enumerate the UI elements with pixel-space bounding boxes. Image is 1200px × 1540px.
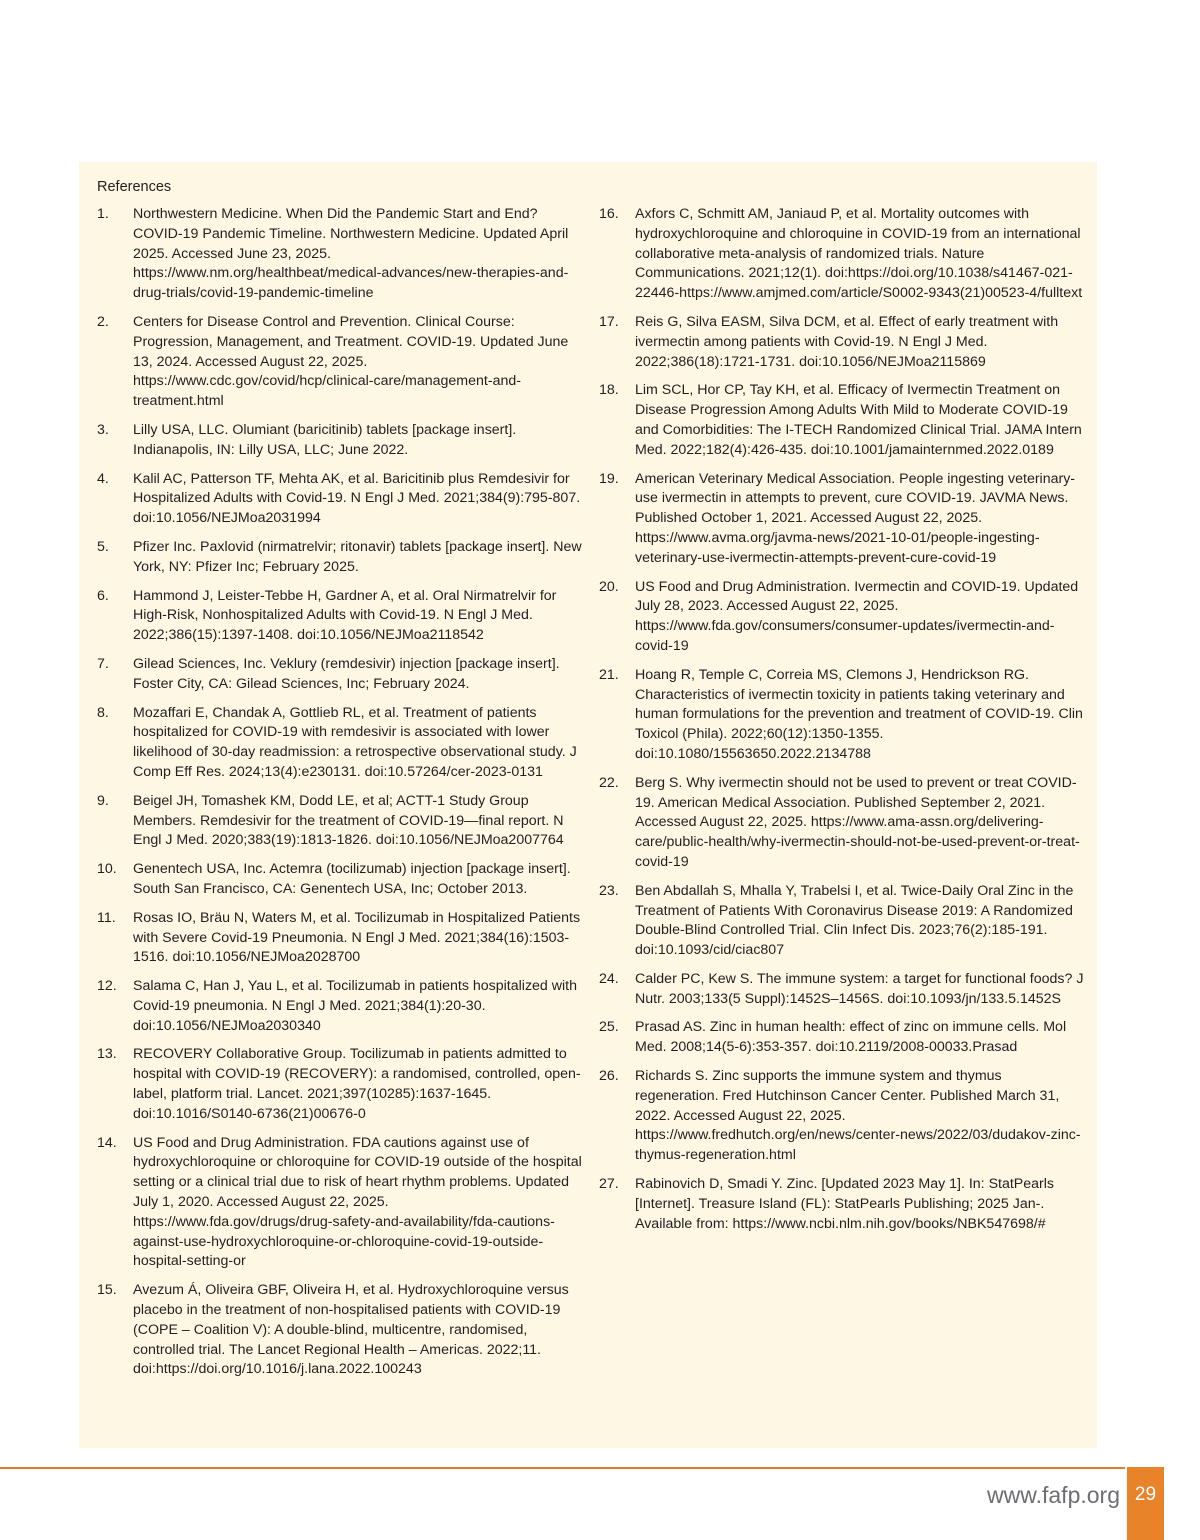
reference-text: American Veterinary Medical Association. People ingesting veterinary-use ivermectin in attempts to prevent, cure COVID-19. JAVMA News. Published October 1, 2021. Accessed August 22, 2025. https://www.avma.org/javma-news/2021-10-01/people-ingesting-veterinary-use-ivermectin-attempts-prevent-cure-covid-19 bbox=[635, 470, 1076, 566]
reference-number: 17. bbox=[599, 313, 619, 330]
reference-text: Centers for Disease Control and Prevention. Clinical Course: Progression, Management, and Treatment. COVID-19. Updated June 13, 2024. Accessed August 22, 2025. https://www.cdc.gov/covid/hcp/clinical-care/management-and-treatment.html bbox=[133, 313, 569, 410]
reference-text: Prasad AS. Zinc in human health: effect of zinc on immune cells. Mol Med. 2008;14(5-6):353-357. doi:10.2119/2008-00033.Prasad bbox=[635, 1019, 1067, 1056]
reference-item bbox=[599, 1175, 1084, 1234]
references-column-right bbox=[599, 205, 1084, 1243]
reference-item bbox=[97, 860, 582, 900]
reference-item bbox=[599, 313, 1084, 372]
reference-number: 3. bbox=[97, 421, 109, 438]
reference-item bbox=[599, 205, 1084, 304]
references-column-left bbox=[97, 205, 582, 1389]
reference-text: Rabinovich D, Smadi Y. Zinc. [Updated 2023 May 1]. In: StatPearls [Internet]. Treasure Island (FL): StatPearls Publishing; 2025 Jan-. Available from: https://www.ncbi.nlm.nih.gov/books/NBK547698/# bbox=[635, 1176, 1055, 1232]
reference-item bbox=[97, 704, 582, 783]
reference-text: Avezum Á, Oliveira GBF, Oliveira H, et al. Hydroxychloroquine versus placebo in the treatment of non-hospitalised patients with COVID-19 (COPE – Coalition V): A double-blind, multicentre, randomised, controlled trial. The Lancet Regional Health – Americas. 2022;11. doi:https://doi.org/10.1016/j.lana.2022.100243 bbox=[133, 1282, 569, 1378]
reference-text: Berg S. Why ivermectin should not be used to prevent or treat COVID-19. American Medical Association. Published September 2, 2021. Accessed August 22, 2025. https://www.ama-assn.org/delivering-care/public-health/why-ivermectin-should-not-be-used-prevent-or-treat-covid-19 bbox=[635, 774, 1080, 870]
reference-text: Genentech USA, Inc. Actemra (tocilizumab) injection [package insert]. South San Francisco, CA: Genentech USA, Inc; October 2013. bbox=[133, 861, 571, 897]
reference-text: Ben Abdallah S, Mhalla Y, Trabelsi I, et al. Twice-Daily Oral Zinc in the Treatment of Patients With Coronavirus Disease 2019: A Randomized Double-Blind Controlled Trial. Clin Infect Dis. 2023;76(2):185-191. doi:10.1093/cid/ciac807 bbox=[635, 882, 1074, 959]
reference-number: 2. bbox=[97, 313, 109, 330]
reference-number: 19. bbox=[599, 470, 619, 487]
reference-text: Salama C, Han J, Yau L, et al. Tocilizumab in patients hospitalized with Covid-19 pneumonia. N Engl J Med. 2021;384(1):20-30. doi:10.1056/NEJMoa2030340 bbox=[133, 978, 577, 1034]
reference-number: 24. bbox=[599, 970, 619, 987]
reference-text: Mozaffari E, Chandak A, Gottlieb RL, et al. Treatment of patients hospitalized for COVID-19 with remdesivir is associated with lower likelihood of 30-day readmission: a retrospective observational study. J Comp Eff Res. 2024;13(4):e230131. doi:10.57264/cer-2023-0131 bbox=[133, 704, 577, 780]
reference-number: 10. bbox=[97, 861, 117, 878]
reference-item bbox=[599, 666, 1084, 765]
reference-item bbox=[97, 538, 582, 578]
reference-item bbox=[97, 587, 582, 646]
reference-number: 21. bbox=[599, 666, 619, 683]
reference-text: Hammond J, Leister-Tebbe H, Gardner A, et al. Oral Nirmatrelvir for High-Risk, Nonhospitalized Adults with Covid-19. N Engl J Med. 2022;386(15):1397-1408. doi:10.1056/NEJMoa2118542 bbox=[133, 587, 557, 644]
reference-item bbox=[599, 381, 1084, 460]
reference-text: Lilly USA, LLC. Olumiant (baricitinib) tablets [package insert]. Indianapolis, IN: Lilly USA, LLC; June 2022. bbox=[133, 421, 517, 458]
reference-item bbox=[599, 774, 1084, 873]
reference-item bbox=[97, 1134, 582, 1273]
reference-number: 23. bbox=[599, 882, 619, 899]
reference-item bbox=[97, 655, 582, 695]
reference-item bbox=[97, 792, 582, 851]
reference-item bbox=[599, 578, 1084, 657]
reference-text: Beigel JH, Tomashek KM, Dodd LE, et al; ACTT-1 Study Group Members. Remdesivir for the treatment of COVID-19—final report. N Engl J Med. 2020;383(19):1813-1826. doi:10.1056/NEJMoa2007764 bbox=[133, 792, 564, 849]
reference-number: 9. bbox=[97, 792, 109, 809]
reference-item bbox=[97, 313, 582, 412]
reference-text: Hoang R, Temple C, Correia MS, Clemons J, Hendrickson RG. Characteristics of ivermectin toxicity in patients taking veterinary and human formulations for the prevention and treatment of COVID-19. Clin Toxicol (Phila). 2022;60(12):1350-1355. doi:10.1080/15563650.2022.2134788 bbox=[635, 666, 1083, 762]
reference-item bbox=[599, 1067, 1084, 1166]
reference-item bbox=[97, 977, 582, 1036]
reference-number: 15. bbox=[97, 1282, 117, 1299]
reference-item bbox=[97, 1045, 582, 1124]
reference-number: 11. bbox=[97, 909, 116, 926]
reference-text: Calder PC, Kew S. The immune system: a target for functional foods? J Nutr. 2003;133(5 Suppl):1452S–1456S. doi:10.1093/jn/133.5.1452S bbox=[635, 970, 1084, 1007]
reference-text: RECOVERY Collaborative Group. Tocilizumab in patients admitted to hospital with COVID-19 (RECOVERY): a randomised, controlled, open-label, platform trial. Lancet. 2021;397(10285):1637-1645. doi:10.1016/S0140-6736(21)00676-0 bbox=[133, 1046, 581, 1122]
reference-text: Lim SCL, Hor CP, Tay KH, et al. Efficacy of Ivermectin Treatment on Disease Progression Among Adults With Mild to Moderate COVID-19 and Comorbidities: The I-TECH Randomized Clinical Trial. JAMA Intern Med. 2022;182(4):426-435. doi:10.1001/jamainternmed.2022.0189 bbox=[635, 382, 1082, 458]
reference-item bbox=[97, 421, 582, 461]
reference-item bbox=[599, 882, 1084, 961]
reference-text: Rosas IO, Bräu N, Waters M, et al. Tocilizumab in Hospitalized Patients with Severe Covid-19 Pneumonia. N Engl J Med. 2021;384(16):1503-1516. doi:10.1056/NEJMoa2028700 bbox=[133, 909, 581, 966]
reference-item bbox=[599, 470, 1084, 569]
reference-text: Reis G, Silva EASM, Silva DCM, et al. Effect of early treatment with ivermectin among patients with Covid-19. N Engl J Med. 2022;386(18):1721-1731. doi:10.1056/NEJMoa2115869 bbox=[635, 313, 1059, 370]
reference-number: 16. bbox=[599, 206, 619, 222]
reference-text: Richards S. Zinc supports the immune system and thymus regeneration. Fred Hutchinson Cancer Center. Published March 31, 2022. Accessed August 22, 2025. https://www.fredhutch.org/en/news/center-news/2022/03/dudakov-zinc-thymus-regeneration.html bbox=[635, 1068, 1081, 1164]
reference-number: 6. bbox=[97, 587, 109, 604]
reference-item bbox=[97, 1281, 582, 1380]
reference-number: 20. bbox=[599, 578, 619, 595]
reference-number: 25. bbox=[599, 1019, 619, 1036]
reference-item bbox=[599, 970, 1084, 1010]
reference-text: Pfizer Inc. Paxlovid (nirmatrelvir; ritonavir) tablets [package insert]. New York, NY: Pfizer Inc; February 2025. bbox=[133, 538, 582, 575]
reference-number: 7. bbox=[97, 655, 109, 672]
reference-item bbox=[97, 470, 582, 529]
reference-item bbox=[97, 205, 582, 304]
reference-text: US Food and Drug Administration. FDA cautions against use of hydroxychloroquine or chloroquine for COVID-19 outside of the hospital setting or a clinical trial due to risk of heart rhythm problems. Updated July 1, 2020. Accessed August 22, 2025. https://www.fda.gov/drugs/drug-safety-and-availability/fda-cautions-against-use-hydroxychloroquine-or-chloroquine-covid-19-outside-hospital-setting-or bbox=[133, 1134, 582, 1270]
page-number: 29 bbox=[1127, 1467, 1164, 1540]
reference-number: 13. bbox=[97, 1046, 117, 1063]
reference-number: 12. bbox=[97, 978, 117, 995]
references-heading: References bbox=[97, 179, 172, 195]
reference-number: 27. bbox=[599, 1176, 619, 1193]
reference-number: 4. bbox=[97, 470, 109, 487]
reference-text: US Food and Drug Administration. Ivermectin and COVID-19. Updated July 28, 2023. Accessed August 22, 2025. https://www.fda.gov/consumers/consumer-updates/ivermectin-and-covid-19 bbox=[635, 578, 1079, 654]
reference-text: Kalil AC, Patterson TF, Mehta AK, et al. Baricitinib plus Remdesivir for Hospitalized Adults with Covid-19. N Engl J Med. 2021;384(9):795-807. doi:10.1056/NEJMoa2031994 bbox=[133, 470, 581, 527]
website-link[interactable]: www.fafp.org bbox=[987, 1482, 1120, 1508]
footer-rule bbox=[0, 1467, 1125, 1469]
reference-number: 26. bbox=[599, 1068, 619, 1085]
reference-item bbox=[599, 1018, 1084, 1058]
reference-number: 22. bbox=[599, 774, 619, 791]
reference-number: 14. bbox=[97, 1134, 117, 1151]
reference-text: Axfors C, Schmitt AM, Janiaud P, et al. Mortality outcomes with hydroxychloroquine and chloroquine in COVID-19 from an international collaborative meta-analysis of randomized trials. Nature Communications. 2021;12(1). doi:https://doi.org/10.1038/s41467-021-22446-https://www.amjmed.com/article/S0002-9343(21)00523-4/fulltext bbox=[635, 206, 1083, 302]
reference-number: 5. bbox=[97, 538, 109, 555]
reference-number: 1. bbox=[97, 206, 109, 222]
reference-number: 8. bbox=[97, 704, 109, 721]
reference-text: Northwestern Medicine. When Did the Pandemic Start and End? COVID-19 Pandemic Timeline. Northwestern Medicine. Updated April 2025. Accessed June 23, 2025. https://www.nm.org/healthbeat/medical-advances/new-therapies-and-drug-trials/covid-19-pandemic-timeline bbox=[133, 206, 569, 302]
reference-item bbox=[97, 909, 582, 968]
reference-number: 18. bbox=[599, 382, 619, 399]
reference-text: Gilead Sciences, Inc. Veklury (remdesivir) injection [package insert]. Foster City, CA: Gilead Sciences, Inc; February 2024. bbox=[133, 655, 560, 692]
